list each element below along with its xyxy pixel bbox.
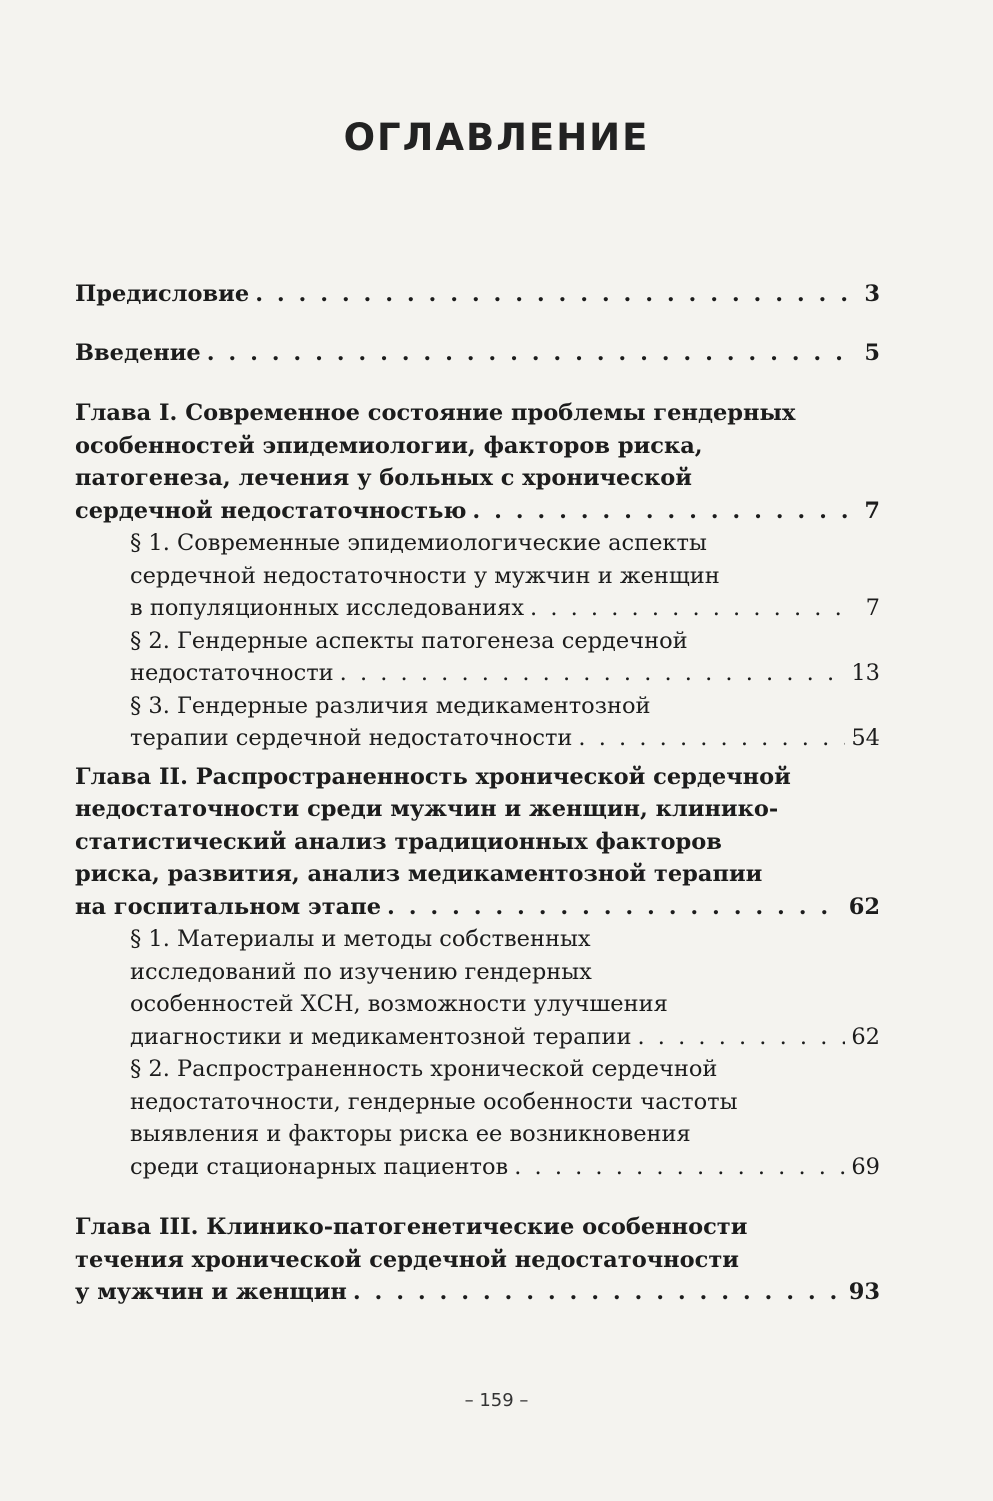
- toc-entry-line: особенностей эпидемиологии, факторов риска,: [75, 432, 703, 459]
- toc-entry[interactable]: [75, 625, 880, 690]
- toc-entry[interactable]: [75, 397, 880, 527]
- toc-entry[interactable]: [75, 1053, 880, 1183]
- toc-entry[interactable]: [75, 761, 880, 924]
- toc-entry-line: патогенеза, лечения у больных с хронической: [75, 465, 692, 491]
- dot-leader: [387, 891, 843, 924]
- toc-page-number: 3: [864, 281, 880, 307]
- toc-entry-line: недостаточности: [130, 660, 334, 686]
- dot-leader: [472, 495, 852, 528]
- toc-entry-line: сердечной недостаточности у мужчин и женщин: [130, 562, 720, 589]
- dot-leader: [207, 337, 852, 370]
- toc-entry-line: недостаточности среди мужчин и женщин, клинико-: [75, 796, 779, 822]
- toc-entry-line: статистический анализ традиционных факторов: [75, 828, 722, 855]
- toc-entry-line: выявления и факторы риска ее возникновения: [130, 1121, 691, 1147]
- toc-entry-last-line: [130, 592, 880, 625]
- toc-entry-line: сердечной недостаточностью: [75, 497, 467, 524]
- page-number-footer: – 159 –: [464, 1390, 529, 1411]
- toc-entry-line: § 3. Гендерные различия медикаментозной: [130, 692, 651, 719]
- toc-entry[interactable]: [75, 690, 880, 755]
- toc-entry-last-line: [130, 657, 880, 690]
- dot-leader: [340, 657, 846, 690]
- toc-page-number: 5: [864, 339, 880, 366]
- toc-page-number: 13: [851, 660, 880, 686]
- dot-leader: [255, 278, 852, 311]
- toc-entry-last-line: [75, 1276, 880, 1309]
- toc-entry-line: Глава I. Современное состояние проблемы гендерных: [75, 400, 796, 426]
- toc-entry-line: § 1. Материалы и методы собственных: [130, 926, 591, 952]
- table-of-contents: [75, 278, 880, 1309]
- toc-entry-line: § 2. Гендерные аспекты патогенеза сердечной: [130, 627, 688, 654]
- dot-leader: [353, 1276, 843, 1309]
- toc-page-number: 7: [865, 595, 880, 621]
- toc-entry-line: недостаточности, гендерные особенности частоты: [130, 1088, 738, 1115]
- toc-entry-line: в популяционных исследованиях: [130, 595, 525, 621]
- toc-entry-line: особенностей ХСН, возможности улучшения: [130, 991, 668, 1017]
- toc-entry[interactable]: [75, 1211, 880, 1309]
- toc-entry-line: риска, развития, анализ медикаментозной терапии: [75, 861, 763, 887]
- toc-entry-line: среди стационарных пациентов: [130, 1153, 509, 1180]
- toc-page-number: 93: [848, 1279, 880, 1305]
- toc-entry[interactable]: [75, 527, 880, 625]
- toc-entry-line: § 1. Современные эпидемиологические аспекты: [130, 530, 707, 556]
- toc-page-number: 54: [851, 725, 880, 751]
- toc-entry-line: у мужчин и женщин: [75, 1279, 347, 1305]
- toc-entry-last-line: [75, 278, 880, 311]
- toc-entry-last-line: [75, 495, 880, 528]
- toc-entry-line: исследований по изучению гендерных: [130, 958, 592, 985]
- toc-entry[interactable]: [75, 337, 880, 370]
- toc-entry-last-line: [75, 337, 880, 370]
- toc-page-number: 7: [864, 497, 880, 524]
- dot-leader: [530, 592, 852, 625]
- toc-entry-line: Глава III. Клинико-патогенетические особенности: [75, 1214, 748, 1240]
- toc-entry-last-line: [130, 1021, 880, 1054]
- dot-leader: [578, 722, 845, 755]
- toc-entry-line: течения хронической сердечной недостаточности: [75, 1246, 739, 1273]
- toc-entry-line: Введение: [75, 339, 201, 366]
- toc-page-number: 62: [848, 893, 880, 920]
- toc-entry-line: диагностики и медикаментозной терапии: [130, 1023, 632, 1050]
- toc-entry-line: § 2. Распространенность хронической сердечной: [130, 1056, 718, 1082]
- toc-entry-last-line: [130, 1151, 880, 1184]
- toc-page-number: 62: [851, 1023, 880, 1050]
- toc-entry[interactable]: [75, 923, 880, 1053]
- dot-leader: [514, 1151, 845, 1184]
- toc-entry[interactable]: [75, 278, 880, 311]
- toc-entry-last-line: [75, 891, 880, 924]
- page-title: ОГЛАВЛЕНИЕ: [343, 116, 650, 159]
- toc-entry-last-line: [130, 722, 880, 755]
- toc-entry-line: Предисловие: [75, 281, 250, 307]
- toc-entry-line: терапии сердечной недостаточности: [130, 725, 573, 751]
- toc-entry-line: на госпитальном этапе: [75, 893, 382, 920]
- dot-leader: [637, 1021, 845, 1054]
- toc-entry-line: Глава II. Распространенность хронической сердечной: [75, 763, 791, 790]
- toc-page-number: 69: [851, 1153, 880, 1180]
